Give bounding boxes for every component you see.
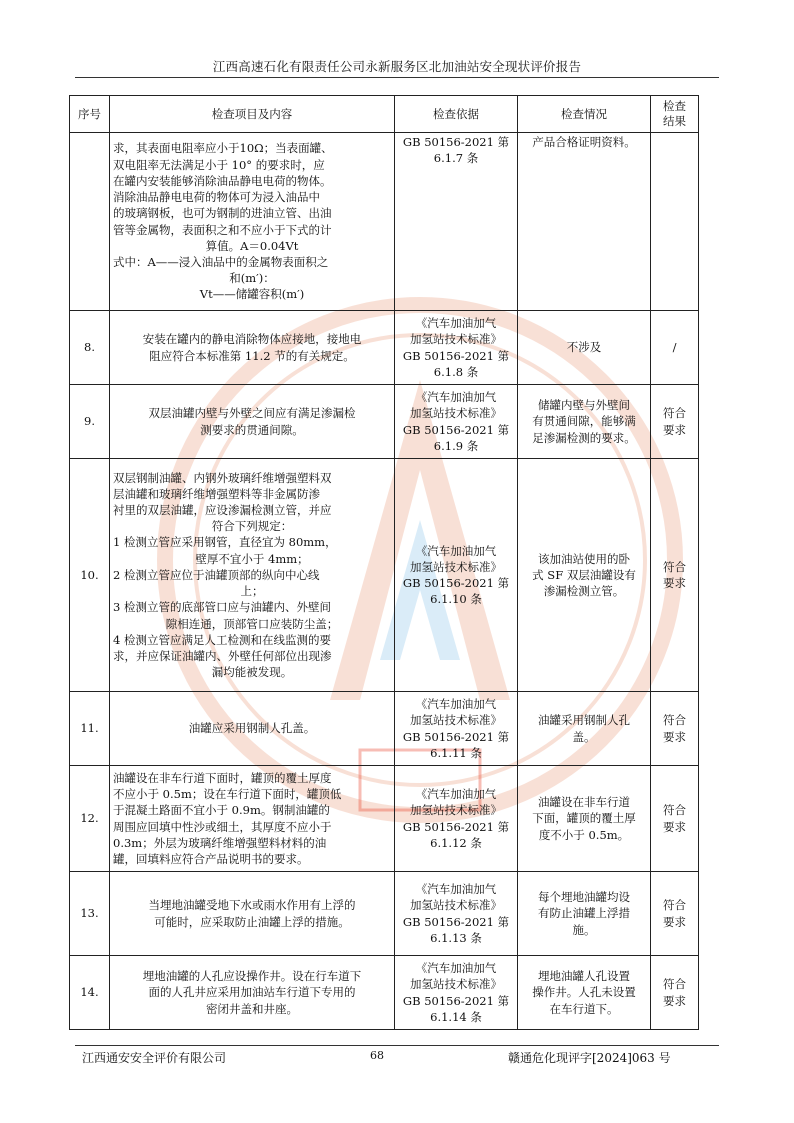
row-result <box>651 872 699 956</box>
text-line: 和(m′)： <box>229 271 275 286</box>
header-result-label: 检查结果 <box>663 99 686 128</box>
text-line: GB 50156-2021 第 <box>402 914 510 929</box>
row-status <box>518 766 651 872</box>
text-line: 2 检测立管应位于油罐顶部的纵向中心线 <box>113 567 320 582</box>
text-line: 要求 <box>663 914 686 929</box>
text-line: 双层油罐内壁与外壁之间应有满足渗漏检 <box>148 406 356 421</box>
row-status <box>518 385 651 459</box>
table-row <box>70 956 699 1030</box>
text-line: GB 50156-2021 第 <box>402 819 510 834</box>
text-line: 要求 <box>663 422 686 437</box>
text-line: 产品合格证明资料。 <box>532 135 636 149</box>
header-content: 检查项目及内容 <box>110 96 395 133</box>
inspection-table <box>69 95 699 1030</box>
text-line: 可能时，应采取防止油罐上浮的措施。 <box>154 914 350 929</box>
row-status <box>518 459 651 692</box>
text-line: 6.1.13 条 <box>430 930 482 945</box>
text-line: 加氢站技术标准》 <box>410 898 502 913</box>
row-content <box>110 385 395 459</box>
row-result <box>651 385 699 459</box>
row-status <box>518 956 651 1030</box>
row-status <box>518 692 651 766</box>
row-basis <box>395 133 518 311</box>
table-header-row <box>70 96 699 133</box>
header-status: 检查情况 <box>518 96 651 133</box>
text-line: 油罐应采用钢制人孔盖。 <box>188 721 316 736</box>
text-line: 度不小于 0.5m。 <box>538 827 630 842</box>
text-line: 有防止油罐上浮措 <box>538 906 630 921</box>
text-line: 要求 <box>663 576 686 590</box>
text-line: 式 SF 双层油罐设有 <box>532 567 636 582</box>
text-line: 符合 <box>663 977 686 992</box>
text-line: 测要求的贯通间隙。 <box>200 422 304 437</box>
text-line: 双电阻率无法满足小于 10° 的要求时，应 <box>113 157 325 172</box>
text-line: 要求 <box>663 993 686 1008</box>
text-line: 6.1.14 条 <box>430 1009 482 1024</box>
text-line: 盖。 <box>572 729 596 744</box>
table-row <box>70 311 699 385</box>
text-line: GB 50156-2021 第 <box>402 576 510 590</box>
text-line: 渗漏检测立管。 <box>543 584 625 599</box>
text-line: 求，并应保证油罐内、外壁任何部位出现渗 <box>113 648 332 663</box>
text-line: 足渗漏检测的要求。 <box>532 430 636 445</box>
row-number: 8. <box>70 311 110 385</box>
text-line: 式中：A——浸入油品中的金属物表面积之 <box>113 254 329 269</box>
text-line: 6.1.7 条 <box>433 151 479 166</box>
row-status <box>518 311 651 385</box>
text-line: 周围应回填中性沙或细土，其厚度不应小于 <box>113 819 332 834</box>
table-row <box>70 766 699 872</box>
text-line: 6.1.9 条 <box>433 438 479 453</box>
table-row <box>70 385 699 459</box>
text-line: 油罐采用钢制人孔 <box>538 713 630 728</box>
row-status <box>518 872 651 956</box>
text-line: 《汽车加油加气 <box>415 697 497 712</box>
row-content <box>110 766 395 872</box>
text-line: 符合下列规定： <box>211 519 293 534</box>
text-line: 《汽车加油加气 <box>415 882 497 897</box>
row-content <box>110 133 395 311</box>
text-line: 加氢站技术标准》 <box>410 803 502 818</box>
row-result <box>651 956 699 1030</box>
text-line: GB 50156-2021 第 <box>402 993 510 1008</box>
footer-page-number: 68 <box>370 1049 384 1062</box>
text-line: 符合 <box>663 713 686 728</box>
text-line: 符合 <box>663 898 686 913</box>
text-line: 求，其表面电阻率应小于10Ω；当表面罐、 <box>113 141 333 156</box>
text-line: GB 50156-2021 第 <box>402 729 510 744</box>
text-line: 当埋地油罐受地下水或雨水作用有上浮的 <box>148 898 356 913</box>
row-number: 9. <box>70 385 110 459</box>
text-line: 6.1.12 条 <box>430 835 482 850</box>
text-line: 双层钢制油罐、内钢外玻璃纤维增强塑料双 <box>113 470 332 485</box>
text-line: 不涉及 <box>566 340 602 355</box>
text-line: 加氢站技术标准》 <box>410 406 502 421</box>
text-line: 储罐内壁与外壁间 <box>538 398 630 413</box>
row-number: 13. <box>70 872 110 956</box>
text-line: 在罐内安装能够消除油品静电电荷的物体。 <box>113 173 332 188</box>
text-line: 罐，回填料应符合产品说明书的要求。 <box>113 851 309 866</box>
text-line: 壁厚不宜小于 4mm； <box>195 551 309 566</box>
row-result <box>651 766 699 872</box>
footer-company: 江西通安安全评价有限公司 <box>82 1051 227 1065</box>
text-line: Vt——储罐容积(m′) <box>199 287 305 302</box>
text-line: 的玻璃钢板，也可为钢制的进油立管、出油 <box>113 206 332 221</box>
text-line: 下面，罐顶的覆土厚 <box>532 811 636 826</box>
text-line: 符合 <box>663 559 686 574</box>
row-number: 14. <box>70 956 110 1030</box>
text-line: 《汽车加油加气 <box>415 543 497 558</box>
text-line: 6.1.10 条 <box>430 592 482 607</box>
text-line: 层油罐和玻璃纤维增强塑料等非金属防渗 <box>113 486 320 501</box>
text-line: 要求 <box>663 819 686 834</box>
text-line: 《汽车加油加气 <box>415 390 497 405</box>
page-header-title: 江西高速石化有限责任公司永新服务区北加油站安全现状评价报告 <box>212 59 582 74</box>
text-line: 油罐设在非车行道 <box>538 795 630 810</box>
text-line: 3 检测立管的底部管口应与油罐内、外壁间 <box>113 600 331 615</box>
text-line: 漏均能被发现。 <box>211 665 293 680</box>
header-no: 序号 <box>70 96 110 133</box>
text-line: GB 50156-2021 第 <box>402 422 510 437</box>
text-line: 1 检测立管应采用钢管，直径宜为 80mm， <box>113 535 337 550</box>
row-basis <box>395 766 518 872</box>
text-line: 油罐设在非车行道下面时，罐顶的覆土厚度 <box>113 770 332 785</box>
text-line: 6.1.11 条 <box>430 745 482 760</box>
text-line: 面的人孔井应采用加油站车行道下专用的 <box>148 985 356 1000</box>
row-basis <box>395 311 518 385</box>
row-basis <box>395 692 518 766</box>
text-line: 加氢站技术标准》 <box>410 713 502 728</box>
text-line: 在车行道下。 <box>549 1001 619 1016</box>
row-result <box>651 133 699 311</box>
text-line: 6.1.8 条 <box>433 364 479 379</box>
row-basis <box>395 956 518 1030</box>
row-content <box>110 872 395 956</box>
text-line: 符合 <box>663 406 686 421</box>
text-line: 4 检测立管应满足人工检测和在线监测的要 <box>113 632 331 647</box>
text-line: 密闭井盖和井座。 <box>206 1001 298 1016</box>
text-line: 加氢站技术标准》 <box>410 559 502 574</box>
row-number: 12. <box>70 766 110 872</box>
text-line: 于混凝土路面不宜小于 0.9m。钢制油罐的 <box>113 803 330 818</box>
text-line: 加氢站技术标准》 <box>410 332 502 347</box>
text-line: 衬里的双层油罐，应设渗漏检测立管，并应 <box>113 503 332 518</box>
row-number: 10. <box>70 459 110 692</box>
header-result <box>651 96 699 133</box>
row-basis <box>395 459 518 692</box>
text-line: 《汽车加油加气 <box>415 787 497 802</box>
text-line: 加氢站技术标准》 <box>410 977 502 992</box>
text-line: 《汽车加油加气 <box>415 961 497 976</box>
text-line: 消除油品静电电荷的物体可为浸入油品中 <box>113 190 320 205</box>
row-result <box>651 311 699 385</box>
text-line: 该加油站使用的卧 <box>538 551 630 566</box>
row-content <box>110 311 395 385</box>
text-line: 《汽车加油加气 <box>415 316 497 331</box>
table-row <box>70 133 699 311</box>
text-line: 不应小于 0.5m；设在车行道下面时，罐顶低 <box>113 787 342 802</box>
text-line: 算值。A＝0.04Vt <box>205 238 299 253</box>
table-row <box>70 872 699 956</box>
header-divider <box>75 77 719 78</box>
text-line: 每个埋地油罐均设 <box>538 890 630 905</box>
table-row <box>70 692 699 766</box>
text-line: GB 50156-2021 第 <box>402 348 510 363</box>
row-basis <box>395 385 518 459</box>
text-line: 符合 <box>663 803 686 818</box>
text-line: / <box>672 340 677 355</box>
footer-divider <box>75 1045 719 1046</box>
row-basis <box>395 872 518 956</box>
text-line: 上； <box>240 584 264 599</box>
text-line: 安装在罐内的静电消除物体应接地，接地电 <box>142 332 362 347</box>
text-line: 要求 <box>663 729 686 744</box>
text-line: 施。 <box>572 922 596 937</box>
row-status <box>518 133 651 311</box>
row-number <box>70 133 110 311</box>
row-result <box>651 459 699 692</box>
row-number: 11. <box>70 692 110 766</box>
table-row <box>70 459 699 692</box>
text-line: 操作井。人孔未设置 <box>532 985 636 1000</box>
text-line: 埋地油罐人孔设置 <box>538 969 630 984</box>
row-content <box>110 956 395 1030</box>
text-line: 隙相连通，顶部管口应装防尘盖； <box>165 616 339 631</box>
text-line: 管等金属物，表面积之和不应小于下式的计 <box>113 222 332 237</box>
text-line: 阻应符合本标准第 11.2 节的有关规定。 <box>149 348 355 363</box>
text-line: 埋地油罐的人孔应设操作井。设在行车道下 <box>142 969 362 984</box>
row-result <box>651 692 699 766</box>
text-line: 有贯通间隙，能够满 <box>532 414 636 429</box>
row-content <box>110 692 395 766</box>
text-line: 0.3m；外层为玻璃纤维增强塑料材料的油 <box>113 835 327 850</box>
text-line: GB 50156-2021 第 <box>402 135 510 149</box>
header-basis: 检查依据 <box>395 96 518 133</box>
footer-report-number: 赣通危化现评字[2024]063 号 <box>508 1051 671 1065</box>
row-content <box>110 459 395 692</box>
